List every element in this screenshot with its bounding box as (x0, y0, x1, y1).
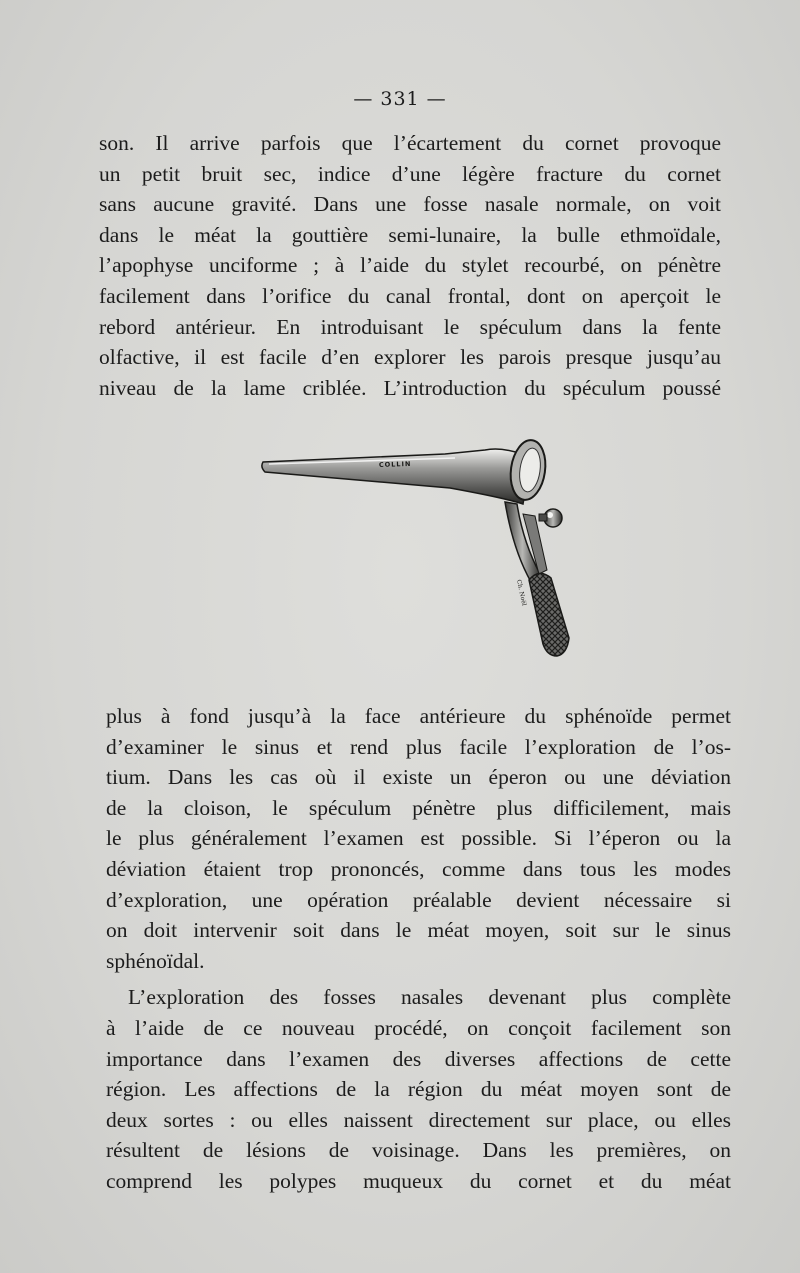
text-line: tium. Dans les cas où il existe un éperon ou une déviation (106, 765, 731, 790)
text-line: deux sortes : ou elles naissent directement sur place, ou elles (106, 1107, 731, 1132)
speculum-illustration (255, 432, 575, 664)
speculum-engraving-icon (255, 432, 575, 664)
text-line: région. Les affections de la région du méat moyen sont de (106, 1077, 731, 1102)
text-line: L’exploration des fosses nasales devenant plus complète (128, 985, 731, 1010)
text-line: sans aucune gravité. Dans une fosse nasale normale, on voit (99, 192, 721, 217)
paragraph-top (99, 128, 721, 403)
text-line: sphénoïdal. (106, 948, 205, 973)
text-line: olfactive, il est facile d’en explorer les parois presque jusqu’au (99, 345, 721, 370)
text-line: son. Il arrive parfois que l’écartement du cornet provoque (99, 131, 721, 155)
page-number: — 331 — (353, 88, 447, 110)
text-line: dans le méat la gouttière semi-lunaire, la bulle ethmoïdale, (99, 222, 721, 247)
text-line: un petit bruit sec, indice d’une légère fracture du cornet (99, 161, 721, 186)
maker-mark: COLLIN (378, 459, 412, 469)
text-line: niveau de la lame criblée. L’introduction du spéculum poussé (99, 375, 721, 400)
text-line: importance dans l’examen des diverses affections de cette (106, 1046, 731, 1071)
text-line: le plus généralement l’examen est possible. Si l’éperon ou la (106, 826, 731, 851)
engraver-signature: Ch. Noël (515, 578, 528, 607)
text-line: on doit intervenir soit dans le méat moyen, soit sur le sinus (106, 918, 731, 943)
text-line: comprend les polypes muqueux du cornet et du méat (106, 1168, 731, 1193)
text-line: facilement dans l’orifice du canal frontal, dont on aperçoit le (99, 283, 721, 308)
text-line: résultent de lésions de voisinage. Dans les premières, on (106, 1138, 731, 1163)
text-line: plus à fond jusqu’à la face antérieure du sphénoïde permet (106, 704, 731, 728)
paragraph-bottom-1 (106, 701, 731, 1197)
text-line: déviation étaient trop prononcés, comme dans tous les modes (106, 856, 731, 881)
text-line: de la cloison, le spéculum pénètre plus difficilement, mais (106, 795, 731, 820)
text-line: à l’aide de ce nouveau procédé, on conçoit facilement son (106, 1015, 731, 1040)
text-line: rebord antérieur. En introduisant le spéculum dans la fente (99, 314, 721, 339)
text-line: d’exploration, une opération préalable devient nécessaire si (106, 887, 731, 912)
text-line: d’examiner le sinus et rend plus facile l’exploration de l’os- (106, 734, 731, 759)
text-line: l’apophyse unciforme ; à l’aide du stylet recourbé, on pénètre (99, 253, 721, 278)
